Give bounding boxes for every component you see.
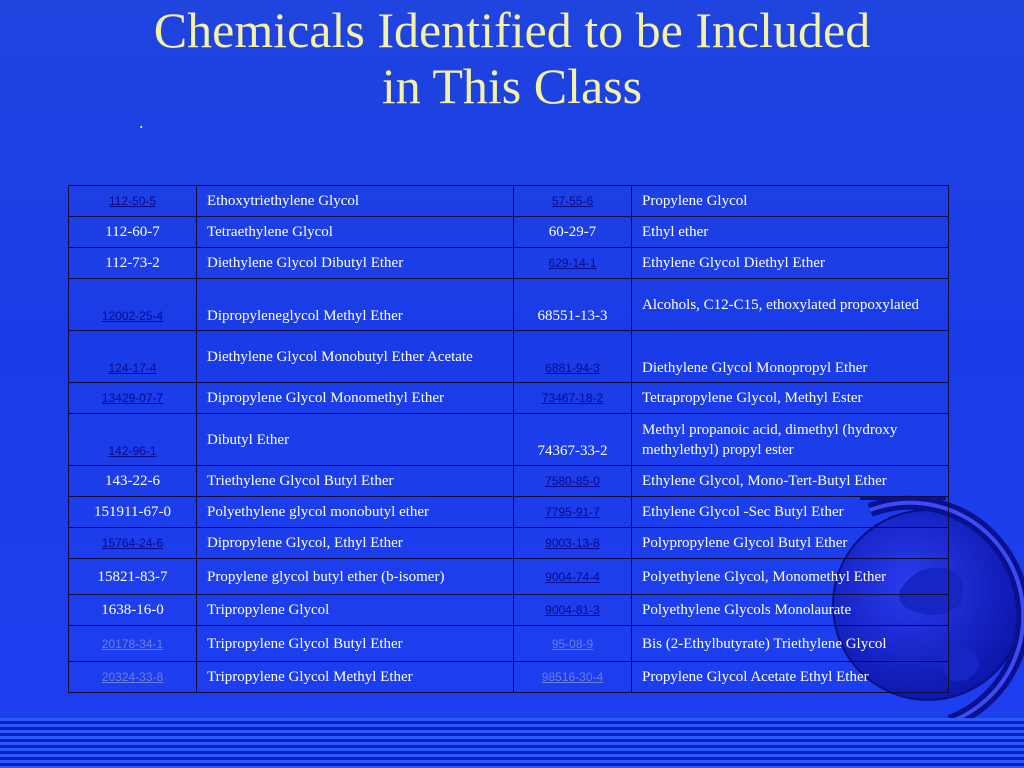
cas-number-cell <box>69 414 197 466</box>
cas-number-cell <box>69 595 197 626</box>
cas-number-link[interactable]: 73467-18-2 <box>541 391 604 405</box>
cas-number-link[interactable]: 57-55-6 <box>551 194 594 208</box>
cas-number-cell <box>514 383 632 414</box>
cas-number-link[interactable]: 20324-33-8 <box>101 670 164 684</box>
cas-number-link[interactable]: 98516-30-4 <box>541 670 604 684</box>
chemical-name-cell: Diethylene Glycol Monobutyl Ether Acetate <box>197 331 514 383</box>
chemical-name-cell: Tetrapropylene Glycol, Methyl Ester <box>632 383 949 414</box>
cas-number-link[interactable]: 7580-85-0 <box>545 474 600 488</box>
cas-number-text: 15821-83-7 <box>97 568 168 585</box>
chemical-name-cell: Polypropylene Glycol Butyl Ether <box>632 528 949 559</box>
cas-number-cell <box>514 186 632 217</box>
chemical-name-cell: Alcohols, C12-C15, ethoxylated propoxylated <box>632 279 949 331</box>
bullet-dot: . <box>139 112 144 132</box>
table-row <box>69 466 949 497</box>
cas-number-cell <box>69 331 197 383</box>
table-row <box>69 528 949 559</box>
cas-number-cell <box>69 466 197 497</box>
cas-number-cell <box>69 497 197 528</box>
table-row <box>69 217 949 248</box>
cas-number-text: 74367-33-2 <box>537 443 608 459</box>
cas-number-cell <box>69 248 197 279</box>
cas-number-link[interactable]: 112-50-5 <box>108 194 157 208</box>
chemical-name-cell: Bis (2-Ethylbutyrate) Triethylene Glycol <box>632 626 949 662</box>
chemical-name-cell: Ethylene Glycol -Sec Butyl Ether <box>632 497 949 528</box>
cas-number-cell <box>514 279 632 331</box>
cas-number-link[interactable]: 124-17-4 <box>108 361 157 375</box>
cas-number-link[interactable]: 9004-81-3 <box>545 603 600 617</box>
cas-number-link[interactable]: 7795-91-7 <box>545 505 600 519</box>
chemical-name-cell: Ethyl ether <box>632 217 949 248</box>
cas-number-cell <box>69 217 197 248</box>
cas-number-link[interactable]: 12002-25-4 <box>101 309 164 323</box>
table-row <box>69 186 949 217</box>
chemical-name-cell: Polyethylene Glycols Monolaurate <box>632 595 949 626</box>
table-row <box>69 497 949 528</box>
chemical-name-cell: Diethylene Glycol Dibutyl Ether <box>197 248 514 279</box>
chemical-name-cell: Tripropylene Glycol <box>197 595 514 626</box>
cas-number-cell <box>69 528 197 559</box>
cas-number-text: 60-29-7 <box>548 224 597 240</box>
cas-number-text: 68551-13-3 <box>537 308 608 324</box>
cas-number-cell <box>514 466 632 497</box>
cas-number-cell <box>514 528 632 559</box>
title-line-1: Chemicals Identified to be Included <box>153 2 871 58</box>
cas-number-cell <box>514 497 632 528</box>
cas-number-cell <box>514 559 632 595</box>
chemical-name-cell: Ethylene Glycol Diethyl Ether <box>632 248 949 279</box>
cas-number-text: 112-73-2 <box>105 255 160 271</box>
chemical-name-cell: Dipropylene Glycol, Ethyl Ether <box>197 528 514 559</box>
cas-number-link[interactable]: 629-14-1 <box>548 256 597 270</box>
cas-number-link[interactable]: 6881-94-3 <box>545 361 600 375</box>
table-row <box>69 626 949 662</box>
chemical-name-cell: Propylene glycol butyl ether (b-isomer) <box>197 559 514 595</box>
slide-title <box>0 2 1024 114</box>
chemical-name-cell: Triethylene Glycol Butyl Ether <box>197 466 514 497</box>
cas-number-cell <box>69 559 197 595</box>
table-row <box>69 279 949 331</box>
chemical-name-cell: Propylene Glycol Acetate Ethyl Ether <box>632 662 949 693</box>
chemical-name-cell: Polyethylene Glycol, Monomethyl Ether <box>632 559 949 595</box>
cas-number-link[interactable]: 15764-24-6 <box>101 536 164 550</box>
chemical-name-cell: Methyl propanoic acid, dimethyl (hydroxy methylethyl) propyl ester <box>632 414 949 466</box>
chemical-name-cell: Ethoxytriethylene Glycol <box>197 186 514 217</box>
chemical-name-cell: Tripropylene Glycol Butyl Ether <box>197 626 514 662</box>
cas-number-cell <box>69 383 197 414</box>
cas-number-text: 112-60-7 <box>105 224 160 240</box>
chemical-name-cell: Tripropylene Glycol Methyl Ether <box>197 662 514 693</box>
chemical-name-cell: Tetraethylene Glycol <box>197 217 514 248</box>
table-row <box>69 248 949 279</box>
cas-number-cell <box>514 414 632 466</box>
cas-number-link[interactable]: 20178-34-1 <box>101 636 164 651</box>
chemical-name-cell: Polyethylene glycol monobutyl ether <box>197 497 514 528</box>
cas-number-text: 143-22-6 <box>105 473 160 489</box>
cas-number-text: 1638-16-0 <box>101 602 164 618</box>
cas-number-cell <box>69 662 197 693</box>
chemical-name-cell: Diethylene Glycol Monopropyl Ether <box>632 331 949 383</box>
cas-number-cell <box>514 331 632 383</box>
chemical-name-cell: Dipropylene Glycol Monomethyl Ether <box>197 383 514 414</box>
cas-number-cell <box>514 248 632 279</box>
chemical-name-cell: Propylene Glycol <box>632 186 949 217</box>
cas-number-cell <box>514 595 632 626</box>
cas-number-cell <box>69 186 197 217</box>
cas-number-cell <box>69 626 197 662</box>
chemicals-table <box>68 185 949 693</box>
cas-number-cell <box>69 279 197 331</box>
footer-stripe <box>0 718 1024 768</box>
table-row <box>69 383 949 414</box>
title-line-2: in This Class <box>381 58 643 114</box>
chemical-name-cell: Ethylene Glycol, Mono-Tert-Butyl Ether <box>632 466 949 497</box>
chemical-name-cell: Dibutyl Ether <box>197 414 514 466</box>
table-row <box>69 559 949 595</box>
table-row <box>69 662 949 693</box>
cas-number-cell <box>514 662 632 693</box>
cas-number-link[interactable]: 9004-74-4 <box>545 569 600 584</box>
chemicals-table-body <box>69 186 949 693</box>
chemical-name-cell: Dipropyleneglycol Methyl Ether <box>197 279 514 331</box>
cas-number-link[interactable]: 142-96-1 <box>108 444 157 458</box>
table-row <box>69 595 949 626</box>
table-row <box>69 414 949 466</box>
cas-number-text: 151911-67-0 <box>94 504 171 520</box>
cas-number-link[interactable]: 13429-07-7 <box>101 391 164 405</box>
cas-number-link[interactable]: 9003-13-8 <box>545 536 600 550</box>
cas-number-cell <box>514 626 632 662</box>
cas-number-cell <box>514 217 632 248</box>
cas-number-link[interactable]: 95-08-9 <box>551 636 594 651</box>
table-row <box>69 331 949 383</box>
